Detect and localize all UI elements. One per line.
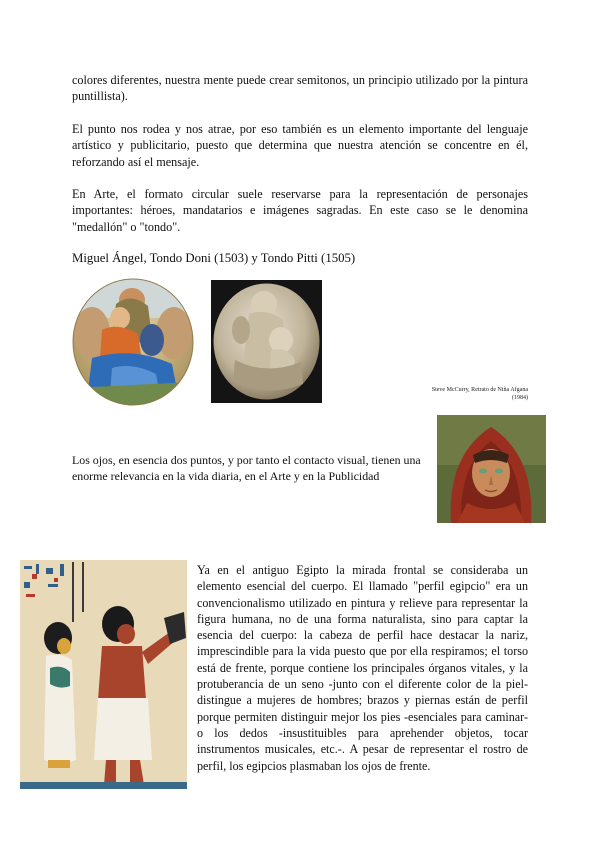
egyptian-painting-image xyxy=(20,560,187,789)
paragraph-tondo: En Arte, el formato circular suele reservarse para la representación de personajes importantes: héroes, mandatarios e imágenes sagradas. En este caso se le denomina "medallón" o "tondo". xyxy=(72,187,528,234)
photo-caption-line1: Steve McCurry, Retrato de Niña Afgana xyxy=(431,387,528,393)
paragraph-tondo-title: Miguel Ángel, Tondo Doni (1503) y Tondo Pitti (1505) xyxy=(72,251,356,265)
paragraph-point-language: El punto nos rodea y nos atrae, por eso también es un elemento importante del lenguaje artístico y publicitario, puesto que determina que nuestra atención se concentre en él, reforzando así el mensaje. xyxy=(72,122,528,169)
photo-caption xyxy=(392,386,528,402)
paragraph-eyes: Los ojos, en esencia dos puntos, y por tanto el contacto visual, tienen una enorme relevancia en la vida diaria, en el Arte y en la Publicidad xyxy=(72,453,421,484)
afghan-girl-image xyxy=(437,415,546,523)
paragraph-egypt: Ya en el antiguo Egipto la mirada frontal se consideraba un elemento esencial del cuerpo. El llamado "perfil egipcio" era un convencionalismo utilizado en pintura y relieve para representar la figura humana, no de una forma naturalista, sino para captar la esencia del cuerpo: la cabeza de perfil hace destacar la nariz, imprescindible para la vida puesto que por ella respiramos; el torso está de frente, porque contiene los principales órganos vitales, y la protuberancia de un seno -junto con el diferente color de la piel-distingue a mujeres de hombres; brazos y piernas están de perfil porque permiten distinguir mejor los pies -esenciales para caminar- o los dedos -insustituibles para aprehender objetos, tocar instrumentos musicales, etc.-. A pesar de representar el rostro de perfil, los egipcios plasmaban los ojos de frente. xyxy=(197,563,528,773)
paragraph-pointillism: colores diferentes, nuestra mente puede crear semitonos, un principio utilizado por la pintura puntillista). xyxy=(72,73,528,104)
tondo-pitti-image xyxy=(211,280,322,403)
photo-caption-line2: (1984) xyxy=(512,395,528,401)
tondo-doni-image xyxy=(72,278,194,406)
